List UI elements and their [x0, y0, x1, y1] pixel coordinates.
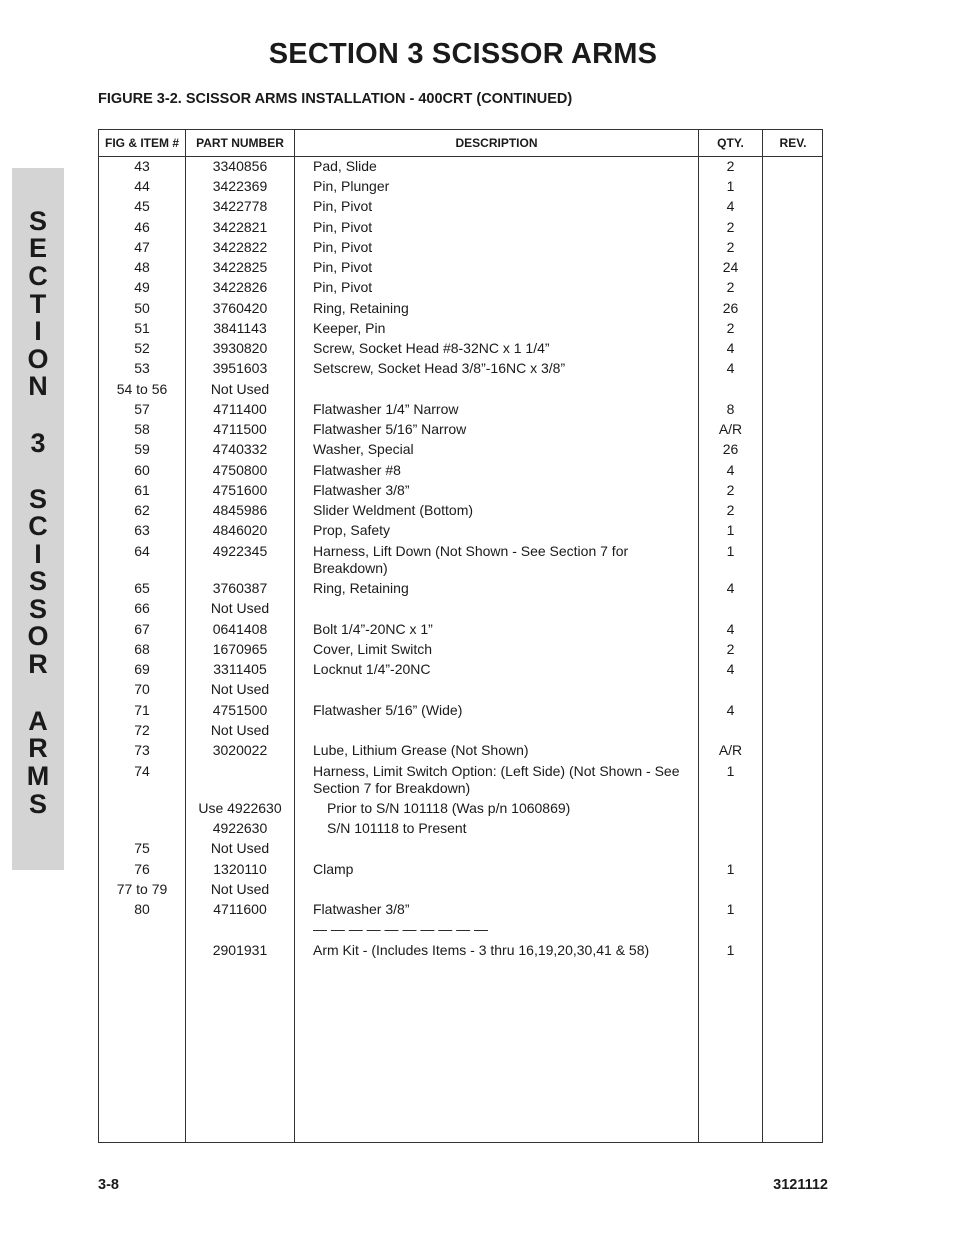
description-cell: Bolt 1/4”-20NC x 1”	[313, 621, 433, 637]
description-cell: Pin, Plunger	[313, 178, 390, 194]
description-cell: Flatwasher 5/16” (Wide)	[313, 702, 463, 718]
fig-item-cell: 58	[134, 421, 150, 437]
part-number-cell: 4845986	[212, 502, 268, 518]
quantity-cell: 4	[726, 462, 735, 478]
header-fig-item: FIG & ITEM #	[104, 136, 179, 150]
part-number-cell: 3930820	[212, 340, 268, 356]
quantity-cell: 1	[726, 861, 735, 877]
description-cell: — — — — — — — — — —	[313, 921, 489, 937]
part-number-cell: 3422369	[212, 178, 268, 194]
part-number-cell: 3760420	[212, 300, 268, 316]
fig-item-cell: 54 to 56	[116, 381, 168, 397]
fig-item-cell: 74	[134, 763, 150, 779]
quantity-cell: 24	[722, 259, 739, 275]
description-cell: Lube, Lithium Grease (Not Shown)	[313, 742, 529, 758]
description-cell: Flatwasher 3/8”	[313, 482, 410, 498]
side-tab-letter: S	[28, 566, 47, 596]
part-number-cell: 0641408	[212, 621, 268, 637]
fig-item-cell: 43	[134, 158, 150, 174]
fig-item-cell: 68	[134, 641, 150, 657]
quantity-cell: 2	[726, 279, 735, 295]
quantity-cell: 4	[726, 360, 735, 376]
part-number-cell: 3422825	[212, 259, 268, 275]
fig-item-cell: 45	[134, 198, 150, 214]
description-cell: Arm Kit - (Includes Items - 3 thru 16,19,20,30,41 & 58)	[313, 942, 650, 958]
side-tab-letter: M	[26, 761, 50, 791]
section-side-tab	[12, 168, 64, 870]
description-cell: Prop, Safety	[313, 522, 391, 538]
part-number-cell: 3841143	[213, 320, 267, 336]
part-number-cell: 1670965	[212, 641, 268, 657]
fig-item-cell: 69	[134, 661, 150, 677]
part-number-cell: 3422822	[212, 239, 268, 255]
part-number-cell: 3422778	[212, 198, 268, 214]
header-part-number: PART NUMBER	[196, 136, 284, 150]
description-cell: Slider Weldment (Bottom)	[313, 502, 474, 518]
quantity-cell: A/R	[718, 742, 743, 758]
fig-item-cell: 60	[134, 462, 150, 478]
part-number-cell: 4751500	[212, 702, 268, 718]
quantity-cell: 2	[726, 502, 735, 518]
side-tab-letter: N	[28, 371, 48, 401]
header-rev: REV.	[779, 136, 807, 150]
part-number-cell: 3760387	[212, 580, 268, 596]
part-number-cell: Not Used	[210, 681, 270, 697]
description-cell: Harness, Lift Down (Not Shown - See Section 7 for Breakdown)	[313, 543, 629, 576]
part-number-cell: Use 4922630	[198, 800, 282, 816]
fig-item-cell: 80	[134, 901, 150, 917]
description-cell: Ring, Retaining	[313, 580, 409, 596]
fig-item-cell: 73	[134, 742, 150, 758]
description-cell: Pin, Pivot	[313, 259, 373, 275]
quantity-cell: 2	[726, 482, 735, 498]
part-number-cell: 4711500	[213, 421, 267, 437]
fig-item-cell: 62	[134, 502, 150, 518]
header-qty: QTY.	[717, 136, 744, 150]
description-cell: Screw, Socket Head #8-32NC x 1 1/4”	[313, 340, 550, 356]
description-cell: Pin, Pivot	[313, 198, 373, 214]
quantity-cell: A/R	[718, 421, 743, 437]
side-tab-letter: S	[28, 594, 47, 624]
side-tab-letter: O	[27, 621, 49, 651]
description-cell: Flatwasher #8	[313, 462, 401, 478]
description-cell: Flatwasher 1/4” Narrow	[313, 401, 459, 417]
part-number-cell: Not Used	[210, 881, 270, 897]
fig-item-cell: 64	[134, 543, 150, 559]
quantity-cell: 4	[726, 661, 735, 677]
description-cell: Cover, Limit Switch	[313, 641, 433, 657]
description-cell: S/N 101118 to Present	[327, 820, 467, 836]
fig-item-cell: 53	[134, 360, 150, 376]
side-tab-letter: C	[28, 261, 48, 291]
page-number: 3-8	[98, 1177, 119, 1193]
part-number-cell: 4740332	[212, 441, 268, 457]
part-number-cell: Not Used	[210, 722, 270, 738]
fig-item-cell: 49	[134, 279, 150, 295]
part-number-cell: 4922630	[212, 820, 268, 836]
part-number-cell: Not Used	[210, 381, 270, 397]
fig-item-cell: 52	[134, 340, 150, 356]
part-number-cell: 3340856	[212, 158, 268, 174]
quantity-cell: 4	[726, 340, 735, 356]
description-cell: Harness, Limit Switch Option: (Left Side) (Not Shown - See Section 7 for Breakdown)	[313, 763, 680, 796]
description-cell: Clamp	[313, 861, 354, 877]
part-number-cell: Not Used	[210, 840, 270, 856]
description-cell: Ring, Retaining	[313, 300, 409, 316]
fig-item-cell: 70	[134, 681, 150, 697]
side-tab-letter: I	[34, 316, 42, 346]
quantity-cell: 26	[722, 441, 739, 457]
section-title: SECTION 3 SCISSOR ARMS	[268, 38, 658, 70]
quantity-cell: 4	[726, 580, 735, 596]
fig-item-cell: 65	[134, 580, 150, 596]
quantity-cell: 1	[726, 901, 735, 917]
document-number: 3121112	[773, 1177, 828, 1193]
quantity-cell: 26	[722, 300, 739, 316]
side-tab-letter: S	[28, 789, 47, 819]
fig-item-cell: 63	[134, 522, 150, 538]
quantity-cell: 1	[726, 942, 735, 958]
part-number-cell: 3311405	[213, 661, 267, 677]
description-cell: Prior to S/N 101118 (Was p/n 1060869)	[327, 800, 571, 816]
quantity-cell: 8	[726, 401, 735, 417]
fig-item-cell: 47	[134, 239, 150, 255]
side-tab-letter: C	[28, 511, 48, 541]
parts-table	[98, 129, 823, 1143]
column-divider	[762, 130, 763, 1142]
figure-title: FIGURE 3-2. SCISSOR ARMS INSTALLATION - 400CRT (CONTINUED)	[98, 91, 573, 107]
description-cell: Pin, Pivot	[313, 279, 373, 295]
part-number-cell: Not Used	[210, 600, 270, 616]
part-number-cell: 4846020	[212, 522, 268, 538]
part-number-cell: 4922345	[212, 543, 268, 559]
quantity-cell: 2	[726, 320, 735, 336]
part-number-cell: 4751600	[212, 482, 268, 498]
fig-item-cell: 46	[134, 219, 150, 235]
fig-item-cell: 51	[134, 320, 150, 336]
fig-item-cell: 50	[134, 300, 150, 316]
part-number-cell: 1320110	[213, 861, 267, 877]
column-divider	[294, 130, 295, 1142]
quantity-cell: 1	[726, 522, 735, 538]
side-tab-letter: R	[28, 733, 48, 763]
quantity-cell: 2	[726, 158, 735, 174]
header-divider	[99, 156, 822, 157]
fig-item-cell: 67	[134, 621, 150, 637]
side-tab-letter: 3	[30, 428, 46, 458]
side-tab-letter: T	[29, 289, 47, 319]
part-number-cell: 3422826	[212, 279, 268, 295]
fig-item-cell: 66	[134, 600, 150, 616]
part-number-cell: 4711400	[213, 401, 267, 417]
description-cell: Setscrew, Socket Head 3/8”-16NC x 3/8”	[313, 360, 566, 376]
description-cell: Pin, Pivot	[313, 219, 373, 235]
fig-item-cell: 57	[134, 401, 150, 417]
description-cell: Keeper, Pin	[313, 320, 386, 336]
side-tab-letter: R	[28, 649, 48, 679]
fig-item-cell: 44	[134, 178, 150, 194]
description-cell: Flatwasher 3/8”	[313, 901, 410, 917]
quantity-cell: 1	[726, 178, 735, 194]
header-description: DESCRIPTION	[455, 136, 538, 150]
quantity-cell: 4	[726, 198, 735, 214]
part-number-cell: 2901931	[212, 942, 268, 958]
part-number-cell: 3422821	[212, 219, 268, 235]
side-tab-letter: I	[34, 539, 42, 569]
fig-item-cell: 59	[134, 441, 150, 457]
fig-item-cell: 76	[134, 861, 150, 877]
fig-item-cell: 61	[134, 482, 150, 498]
description-cell: Washer, Special	[313, 441, 414, 457]
side-tab-letter: A	[28, 706, 48, 736]
quantity-cell: 2	[726, 641, 735, 657]
part-number-cell: 4750800	[212, 462, 268, 478]
quantity-cell: 2	[726, 219, 735, 235]
quantity-cell: 1	[726, 763, 735, 779]
side-tab-letter: E	[28, 233, 47, 263]
side-tab-letter: S	[28, 206, 47, 236]
description-cell: Locknut 1/4”-20NC	[313, 661, 431, 677]
side-tab-letter: S	[28, 484, 47, 514]
fig-item-cell: 71	[134, 702, 150, 718]
side-tab-letter: O	[27, 344, 49, 374]
quantity-cell: 4	[726, 621, 735, 637]
quantity-cell: 1	[726, 543, 735, 559]
part-number-cell: 3951603	[212, 360, 268, 376]
fig-item-cell: 75	[134, 840, 150, 856]
part-number-cell: 4711600	[213, 901, 267, 917]
description-cell: Flatwasher 5/16” Narrow	[313, 421, 467, 437]
fig-item-cell: 77 to 79	[116, 881, 168, 897]
description-cell: Pin, Pivot	[313, 239, 373, 255]
description-cell: Pad, Slide	[313, 158, 377, 174]
fig-item-cell: 72	[134, 722, 150, 738]
quantity-cell: 2	[726, 239, 735, 255]
fig-item-cell: 48	[134, 259, 150, 275]
part-number-cell: 3020022	[212, 742, 268, 758]
quantity-cell: 4	[726, 702, 735, 718]
